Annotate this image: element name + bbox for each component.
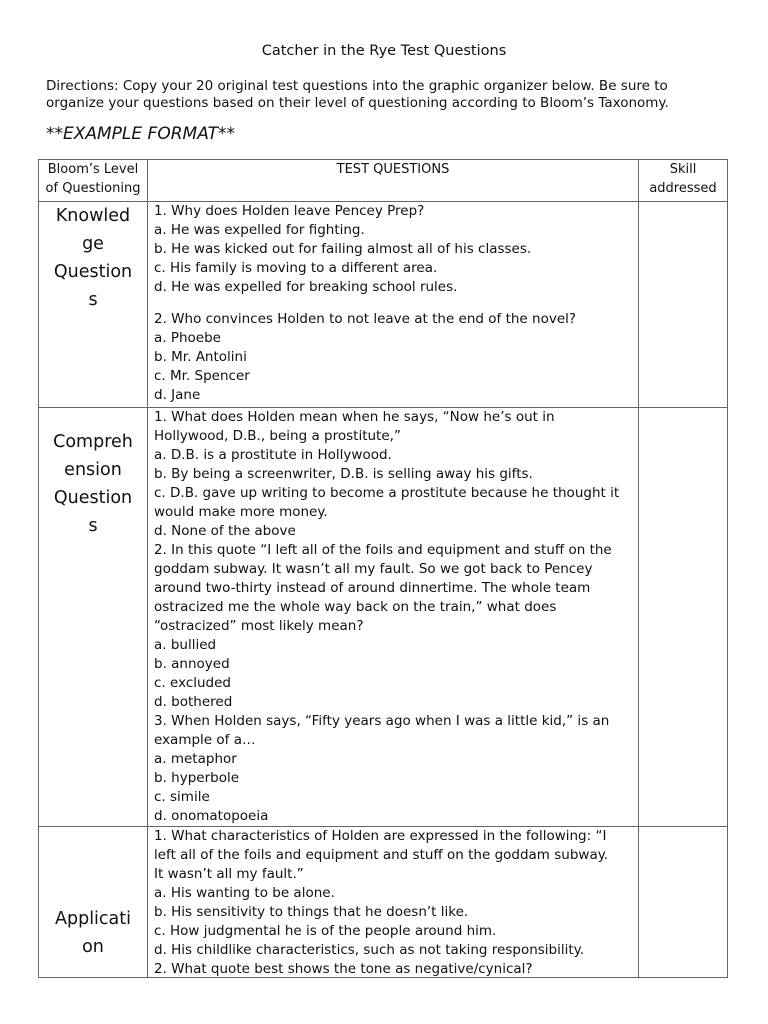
document-title: Catcher in the Rye Test Questions [261, 43, 507, 59]
level-cell-knowledge: Knowled ge Question s [39, 202, 148, 408]
table-row-knowledge [39, 202, 728, 408]
questions-cell-comprehension: 1. What does Holden mean when he says, “Now he’s out in Hollywood, D.B., being a prostitute,” a. D.B. is a prostitute in Hollywood. b. By being a screenwriter, D.B. is selling away his gifts. c. D.B. gave up writing to become a prostitute because he thought it would make more money. d. None of the above 2. In this quote “I left all of the foils and equipment and stuff on the goddam subway. It wasn’t all my fault. So we got back to Pencey around two-thirty instead of around dinnertime. The whole team ostracized me the whole way back on the train,” what does “ostracized” most likely mean? a. bullied b. annoyed c. excluded d. bothered 3. When Holden says, “Fifty years ago when I was a little kid,” is an example of a… a. metaphor b. hyperbole c. simile d. onomatopoeia [148, 408, 639, 827]
header-skill-addressed: Skill addressed [639, 160, 728, 202]
header-test-questions: TEST QUESTIONS [148, 160, 639, 202]
skill-cell-comprehension[interactable] [639, 408, 728, 827]
skill-cell-knowledge[interactable] [639, 202, 728, 408]
questions-cell-application: 1. What characteristics of Holden are expressed in the following: “I left all of the foils and equipment and stuff on the goddam subway. It wasn’t all my fault.” a. His wanting to be alone. b. His sensitivity to things that he doesn’t like. c. How judgmental he is of the people around him. d. His childlike characteristics, such as not taking responsibility. 2. What quote best shows the tone as negative/cynical? [148, 827, 639, 978]
level-cell-application: Applicati on [39, 827, 148, 978]
table-row-comprehension [39, 408, 728, 827]
table-row-application [39, 827, 728, 978]
directions-text: Directions: Copy your 20 original test questions into the graphic organizer below. Be sure to organize your questions based on their level of questioning according to Bloom’s Taxonomy. [46, 78, 669, 111]
skill-cell-application[interactable] [639, 827, 728, 978]
level-cell-comprehension: Compreh ension Question s [39, 408, 148, 827]
questions-cell-knowledge: 1. Why does Holden leave Pencey Prep? a. He was expelled for fighting. b. He was kicked out for failing almost all of his classes. c. His family is moving to a different area. d. He was expelled for breaking school rules. 2. Who convinces Holden to not leave at the end of the novel? a. Phoebe b. Mr. Antolini c. Mr. Spencer d. Jane [148, 202, 639, 408]
blooms-taxonomy-table [38, 159, 728, 978]
header-blooms-level: Bloom’s Level of Questioning [39, 160, 148, 202]
table-header-row [39, 160, 728, 202]
example-format-label: **EXAMPLE FORMAT** [46, 124, 235, 144]
